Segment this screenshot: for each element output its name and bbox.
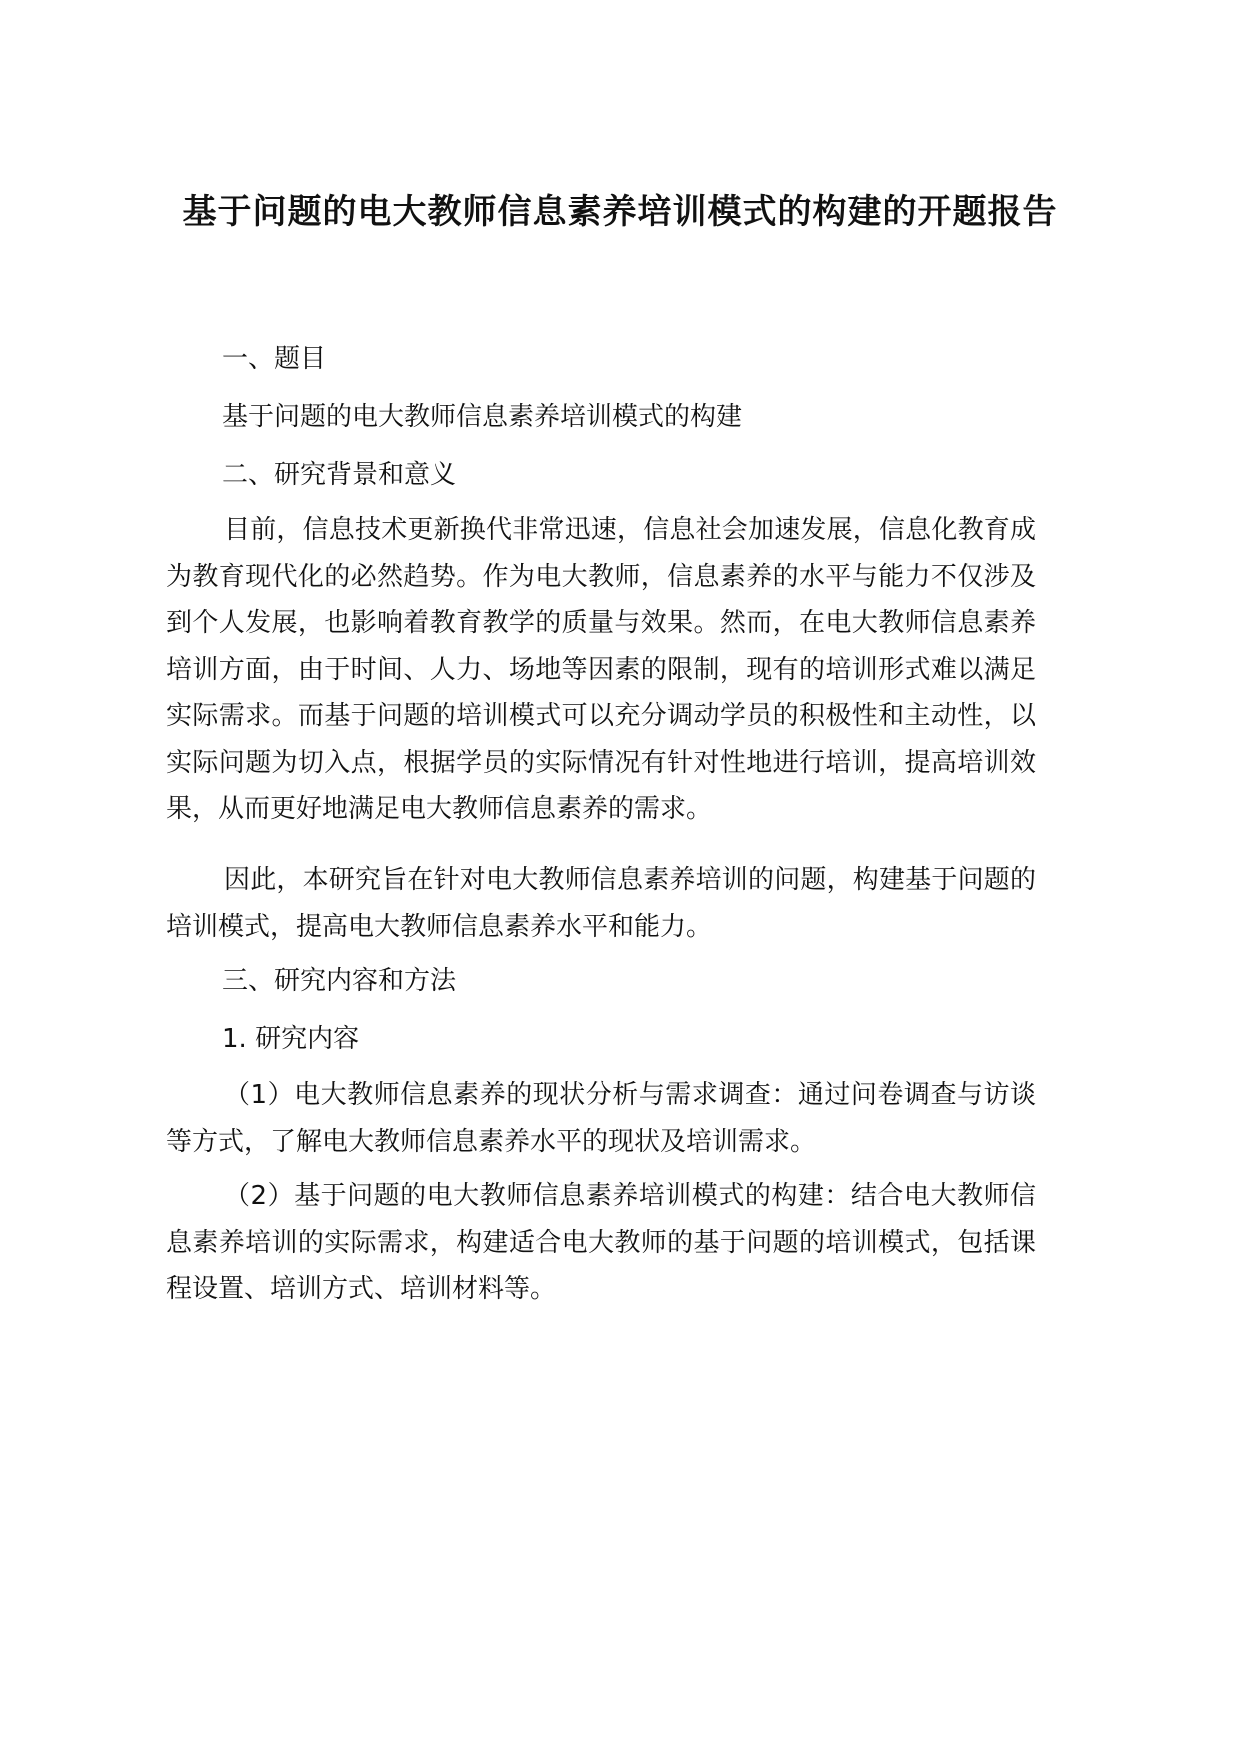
background-paragraph-1: 目前，信息技术更新换代非常迅速，信息社会加速发展，信息化教育成为教育现代化的必然趋势。作为电大教师，信息素养的水平与能力不仅涉及到个人发展，也影响着教育教学的质量与效果。然而，在电大教师信息素养培训方面，由于时间、人力、场地等因素的限制，现有的培训形式难以满足实际需求。而基于问题的培训模式可以充分调动学员的积极性和主动性，以实际问题为切入点，根据学员的实际情况有针对性地进行培训，提高培训效果，从而更好地满足电大教师信息素养的需求。 — [166, 515, 1036, 824]
research-content-item-2: （2）基于问题的电大教师信息素养培训模式的构建：结合电大教师信息素养培训的实际需求，构建适合电大教师的基于问题的培训模式，包括课程设置、培训方式、培训材料等。 — [166, 1181, 1036, 1304]
section-heading-background: 二、研究背景和意义 — [222, 460, 457, 490]
section-heading-topic: 一、题目 — [222, 344, 327, 374]
research-content-item-1: （1）电大教师信息素养的现状分析与需求调查：通过问卷调查与访谈等方式，了解电大教师信息素养水平的现状及培训需求。 — [166, 1080, 1036, 1157]
section-heading-content-methods: 三、研究内容和方法 — [222, 966, 457, 996]
subsection-heading-research-content: 1. 研究内容 — [222, 1024, 360, 1054]
topic-text: 基于问题的电大教师信息素养培训模式的构建 — [222, 402, 743, 432]
document-title: 基于问题的电大教师信息素养培训模式的构建的开题报告 — [182, 192, 1058, 232]
background-paragraph-2: 因此，本研究旨在针对电大教师信息素养培训的问题，构建基于问题的培训模式，提高电大教师信息素养水平和能力。 — [166, 865, 1036, 942]
